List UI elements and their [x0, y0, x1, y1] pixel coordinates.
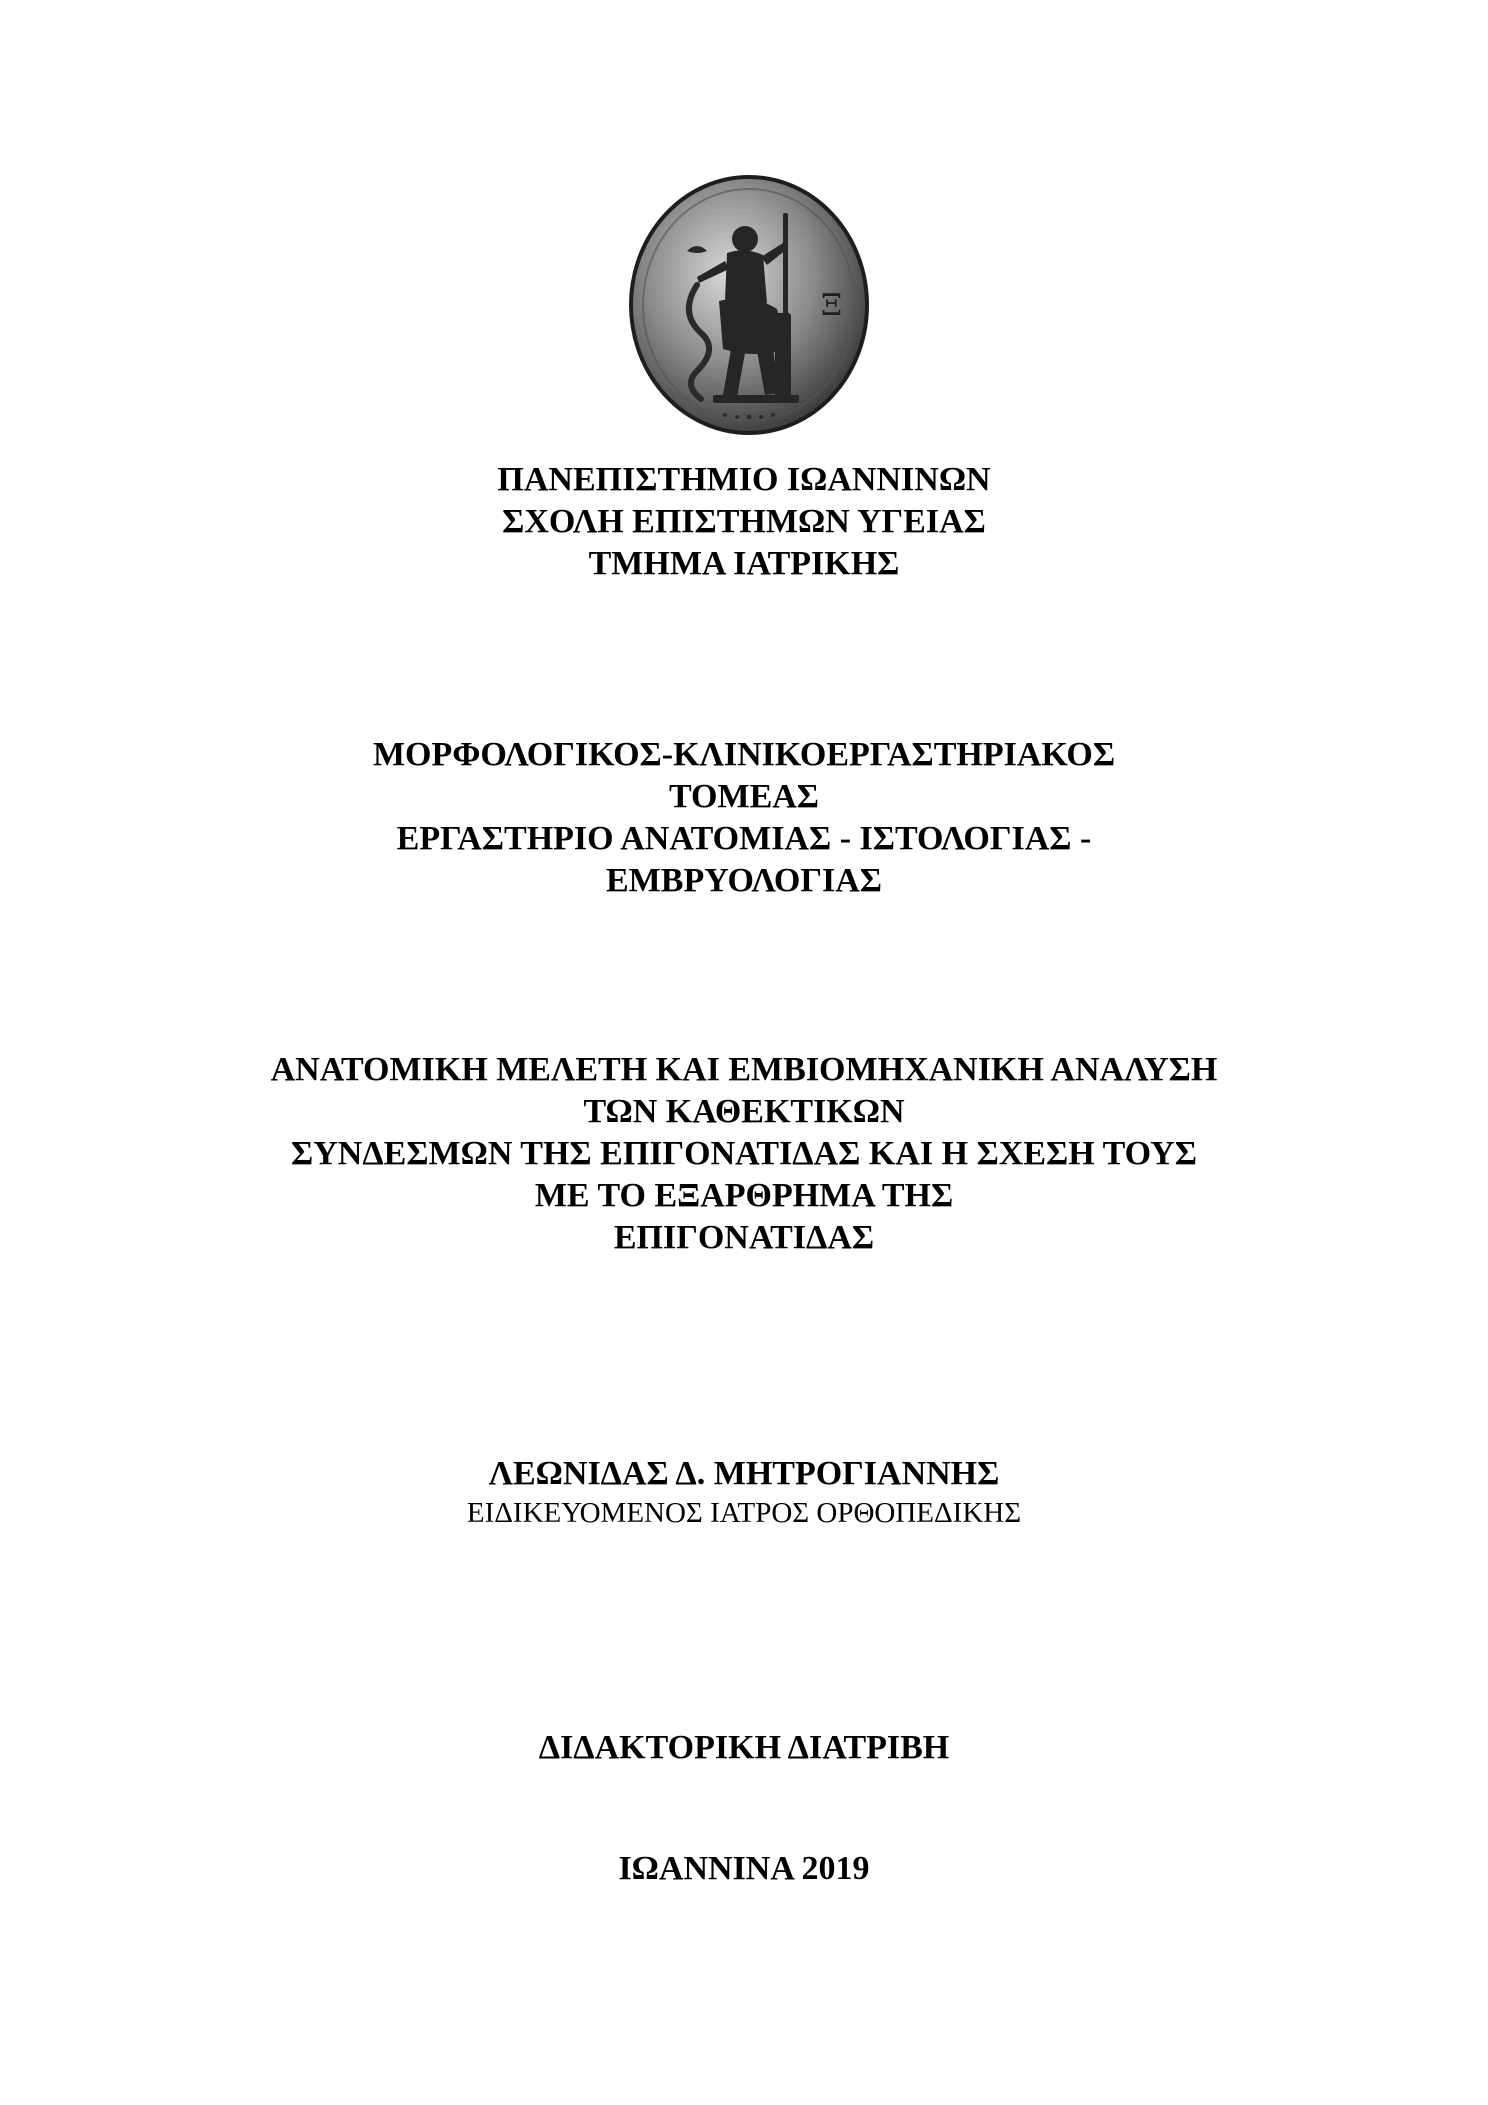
thesis-title	[0, 1049, 1488, 1259]
thesis-title-line: ΕΠΙΓΟΝΑΤΙΔΑΣ	[613, 1219, 875, 1256]
school-name: ΣΧΟΛΗ ΕΠΙΣΤΗΜΩΝ ΥΓΕΙΑΣ	[502, 503, 986, 540]
seal-letter: Ξ	[821, 288, 843, 323]
author-block	[0, 1453, 1488, 1531]
author-role: ΕΙΔΙΚΕΥΟΜΕΝΟΣ ΙΑΤΡΟΣ ΟΡΘΟΠΕΔΙΚΗΣ	[466, 1497, 1022, 1529]
laboratory-line: ΕΡΓΑΣΤΗΡΙΟ ΑΝΑΤΟΜΙΑΣ - ΙΣΤΟΛΟΓΙΑΣ -	[396, 820, 1092, 857]
thesis-title-line: ΜΕ ΤΟ ΕΞΑΡΘΡΗΜΑ ΤΗΣ	[534, 1177, 954, 1214]
document-type-block	[0, 1727, 1488, 1769]
place-year: ΙΩΑΝΝΙΝΑ 2019	[618, 1850, 870, 1887]
sector-line: ΜΟΡΦΟΛΟΓΙΚΟΣ-ΚΛΙΝΙΚΟΕΡΓΑΣΤΗΡΙΑΚΟΣ	[372, 736, 1116, 773]
sector-heading	[0, 734, 1488, 902]
thesis-title-line: ΑΝΑΤΟΜΙΚΗ ΜΕΛΕΤΗ ΚΑΙ ΕΜΒΙΟΜΗΧΑΝΙΚΗ ΑΝΑΛΥΣΗ	[270, 1051, 1218, 1088]
author-name: ΛΕΩΝΙΔΑΣ Δ. ΜΗΤΡΟΓΙΑΝΝΗΣ	[488, 1455, 1000, 1492]
sector-line: ΤΟΜΕΑΣ	[668, 778, 820, 815]
place-year-block	[0, 1848, 1488, 1890]
thesis-title-line: ΣΥΝΔΕΣΜΩΝ ΤΗΣ ΕΠΙΓΟΝΑΤΙΔΑΣ ΚΑΙ Η ΣΧΕΣΗ ΤΟΥΣ	[290, 1135, 1198, 1172]
document-type: ΔΙΔΑΚΤΟΡΙΚΗ ΔΙΑΤΡΙΒΗ	[538, 1729, 950, 1766]
university-heading	[0, 459, 1488, 585]
university-name: ΠΑΝΕΠΙΣΤΗΜΙΟ ΙΩΑΝΝΙΝΩΝ	[497, 461, 991, 498]
university-seal-icon	[627, 173, 871, 437]
department-name: ΤΜΗΜΑ ΙΑΤΡΙΚΗΣ	[588, 545, 900, 582]
thesis-title-line: ΤΩΝ ΚΑΘΕΚΤΙΚΩΝ	[583, 1093, 905, 1130]
laboratory-line: ΕΜΒΡΥΟΛΟΓΙΑΣ	[606, 862, 882, 899]
